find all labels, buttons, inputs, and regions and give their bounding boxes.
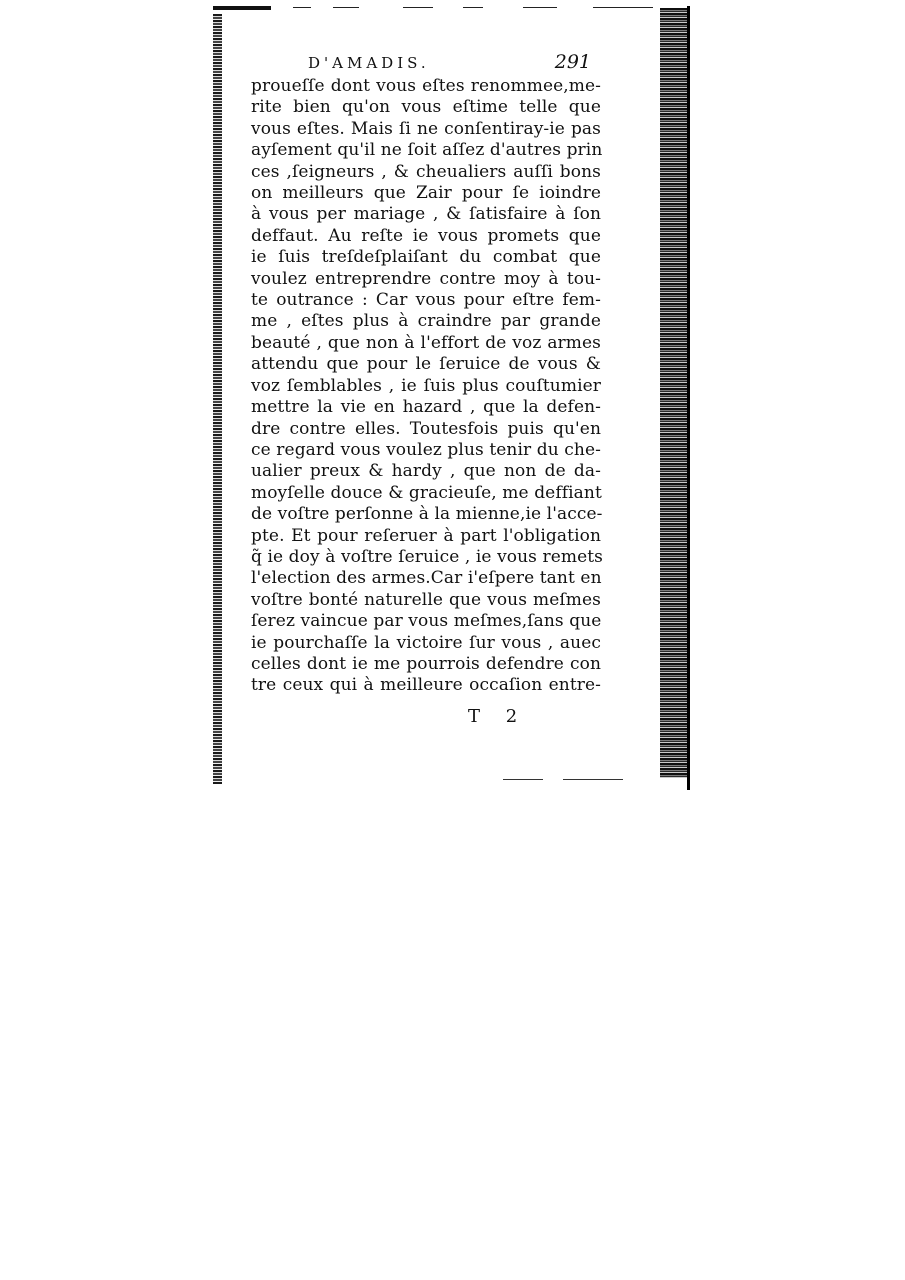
text-line: l'election des armes.Car i'eſpere tant en	[251, 568, 602, 589]
text-line: te outrance : Car vous pour eſtre fem-	[251, 290, 601, 311]
running-title: D'AMADIS.	[308, 54, 430, 72]
text-line: ce regard vous voulez plus tenir du che-	[251, 439, 601, 460]
signature-mark: T 2	[468, 706, 528, 727]
text-line: ces ,ſeigneurs , & cheualiers auſſi bons	[251, 161, 601, 182]
text-line: voulez entreprendre contre moy à tou-	[251, 268, 601, 289]
text-line: ſerez vaincue par vous meſmes,ſans que	[251, 611, 602, 632]
top-dash-mark	[333, 7, 359, 8]
text-line: mettre la vie en hazard , que la defen-	[251, 397, 601, 418]
top-dash-mark	[523, 7, 557, 8]
text-line: moyſelle douce & gracieuſe, me deffiant	[251, 482, 602, 503]
text-line: celles dont ie me pourrois defendre con	[251, 653, 601, 674]
text-line: deffaut. Au reſte ie vous promets que	[251, 225, 601, 246]
page-right-edge	[660, 8, 690, 778]
bottom-dash-mark	[563, 779, 623, 780]
text-line: dre contre elles. Toutesfois puis qu'en	[251, 418, 601, 439]
text-line: attendu que pour le ſeruice de vous &	[251, 354, 601, 375]
text-line: ie ſuis treſdeſplaiſant du combat que	[251, 247, 601, 268]
text-line: rite bien qu'on vous eſtime telle que	[251, 97, 601, 118]
top-left-rule	[213, 6, 271, 10]
page-spine	[687, 6, 690, 790]
text-line: beauté , que non à l'effort de voz armes	[251, 332, 601, 353]
text-line: voz ſemblables , ie ſuis plus couſtumier	[251, 375, 601, 396]
bottom-dash-mark	[503, 779, 543, 780]
text-line: q̃ ie doy à voſtre ſeruice , ie vous remets	[251, 546, 604, 567]
page-number: 291	[554, 51, 591, 73]
text-line: de voſtre perſonne à la mienne,ie l'acce-	[251, 504, 603, 525]
text-line: pte. Et pour reſeruer à part l'obligation	[251, 525, 601, 546]
top-dash-mark	[463, 7, 483, 8]
text-line: on meilleurs que Zair pour ſe ioindre	[251, 183, 601, 204]
text-line: ie pourchaſſe la victoire ſur vous , auec	[251, 632, 601, 653]
scanned-book-page	[213, 6, 690, 790]
text-line: me , eſtes plus à craindre par grande	[251, 311, 601, 332]
text-line: à vous per mariage , & ſatisfaire à ſon	[251, 204, 601, 225]
page-left-edge	[213, 14, 222, 784]
text-line: ayſement qu'il ne ſoit aſſez d'autres prin	[251, 140, 603, 161]
top-dash-mark	[593, 7, 653, 8]
top-dash-mark	[403, 7, 433, 8]
top-dash-mark	[293, 7, 311, 8]
text-line: voſtre bonté naturelle que vous meſmes	[251, 589, 601, 610]
body-text	[251, 76, 604, 697]
text-line: proueſſe dont vous eſtes renommee,me-	[251, 76, 601, 96]
text-line: vous eſtes. Mais ſi ne conſentiray-ie pas	[251, 118, 601, 139]
text-line: ualier preux & hardy , que non de da-	[251, 461, 601, 482]
text-line: tre ceux qui à meilleure occaſion entre-	[251, 675, 601, 696]
